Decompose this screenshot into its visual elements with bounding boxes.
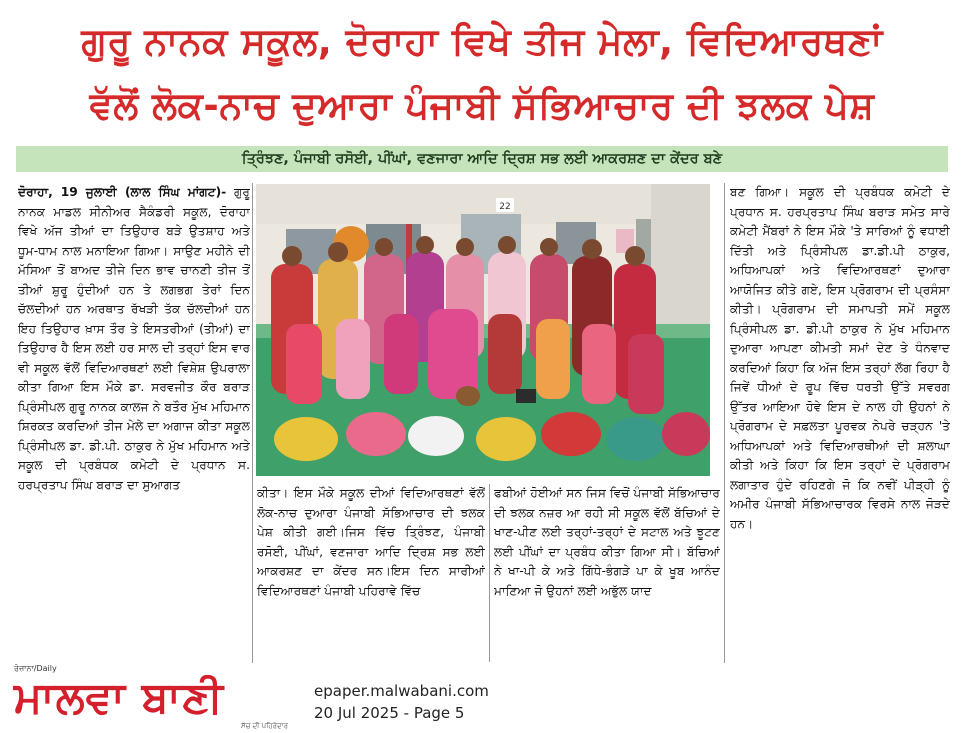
edition-info xyxy=(314,680,489,724)
article-column-4: ਬਣ ਗਿਆ। ਸਕੂਲ ਦੀ ਪ੍ਰਬੰਧਕ ਕਮੇਟੀ ਦੇ ਪ੍ਰਧਾਨ ਸ. ਹਰਪ੍ਰਤਾਪ ਸਿੰਘ ਬਰਾੜ ਸਮੇਤ ਸਾਰੇ ਕਮੇਟੀ ਮੈਂਬਰਾਂ ਨੇ ਇਸ ਮੌਕੇ 'ਤੇ ਸਾਰਿਆਂ ਨੂੰ ਵਧਾਈ ਦਿੱਤੀ ਅਤੇ ਪ੍ਰਿੰਸੀਪਲ ਡਾ.ਡੀ.ਪੀ ਠਾਕੁਰ, ਅਧਿਆਪਕਾਂ ਅਤੇ ਵਿਦਿਆਰਥਣਾਂ ਦੁਆਰਾ ਆਯੋਜਿਤ ਕੀਤੇ ਗਏ, ਇਸ ਪ੍ਰੋਗਰਾਮ ਦੀ ਪ੍ਰਸੰਸਾ ਕੀਤੀ। ਪ੍ਰੋਗਰਾਮ ਦੀ ਸਮਾਪਤੀ ਸਮੇਂ ਸਕੂਲ ਪ੍ਰਿੰਸੀਪਲ ਡਾ. ਡੀ.ਪੀ ਠਾਕੁਰ ਨੇ ਮੁੱਖ ਮਹਿਮਾਨ ਦੁਆਰਾ ਆਪਣਾ ਕੀਮਤੀ ਸਮਾਂ ਦੇਣ ਤੇ ਧੰਨਵਾਦ ਕਰਦਿਆਂ ਕਿਹਾ ਕਿ ਅੱਜ ਇਸ ਤਰ੍ਹਾਂ ਲੱਗ ਰਿਹਾ ਹੈ ਜਿਵੇਂ ਧੀਆਂ ਦੇ ਰੂਪ ਵਿੱਚ ਧਰਤੀ ਉੱਤੇ ਸਵਰਗ ਉੱਤਰ ਆਇਆ ਹੋਵੇ ਇਸ ਦੇ ਨਾਲ ਹੀ ਉਹਨਾਂ ਨੇ ਪ੍ਰੋਗਰਾਮ ਦੇ ਸਫ਼ਲਤਾ ਪੂਰਵਕ ਨੇਪਰੇ ਚੜ੍ਹਨ 'ਤੇ ਅਧਿਆਪਕਾਂ ਅਤੇ ਵਿਦਿਆਰਥੀਆਂ ਦੀ ਸ਼ਲਾਘਾ ਕੀਤੀ ਅਤੇ ਕਿਹਾ ਕਿ ਇਸ ਤਰ੍ਹਾਂ ਦੇ ਪ੍ਰੋਗਰਾਮ ਲਗਾਤਾਰ ਹੁੰਦੇ ਰਹਿਣਗੇ ਜੋ ਕਿ ਨਵੀਂ ਪੀੜ੍ਹੀ ਨੂੰ ਅਮੀਰ ਪੰਜਾਬੀ ਸੱਭਿਆਚਾਰਕ ਵਿਰਸੇ ਨਾਲ ਜੋੜਦੇ ਹਨ। xyxy=(730,185,950,531)
logo-daily-label: ਰੋਜ਼ਾਨਾ/Daily xyxy=(14,664,57,673)
column-divider xyxy=(489,484,490,662)
logo-name: ਮਾਲਵਾ ਬਾਣੀ xyxy=(14,673,224,723)
column-divider xyxy=(252,183,253,663)
newspaper-logo xyxy=(14,664,294,730)
article-column-2: ਕੀਤਾ। ਇਸ ਮੌਕੇ ਸਕੂਲ ਦੀਆਂ ਵਿਦਿਆਰਥਣਾਂ ਵੱਲੋਂ ਲੋਕ-ਨਾਚ ਦੁਆਰਾ ਪੰਜਾਬੀ ਸੱਭਿਆਚਾਰ ਦੀ ਝਲਕ ਪੇਸ਼ ਕੀਤੀ ਗਈ।ਜਿਸ ਵਿੱਚ ਤ੍ਰਿੰਝਣ, ਪੰਜਾਬੀ ਰਸੋਈ, ਪੀਂਘਾਂ, ਵਣਜਾਰਾ ਆਦਿ ਦ੍ਰਿਸ਼ ਸਭ ਲਈ ਆਕਰਸ਼ਣ ਦਾ ਕੇਂਦਰ ਸਨ।ਇਸ ਦਿਨ ਸਾਰੀਆਂ ਵਿਦਿਆਰਥਣਾਂ ਪੰਜਾਬੀ ਪਹਿਰਾਵੇ ਵਿੱਚ xyxy=(257,486,485,598)
article-photo xyxy=(256,184,710,476)
column-1-text: ਗੁਰੂ ਨਾਨਕ ਮਾਡਲ ਸੀਨੀਅਰ ਸੈਕੰਡਰੀ ਸਕੂਲ, ਦੋਰਾਹਾ ਵਿਖੇ ਅੱਜ ਤੀਆਂ ਦਾ ਤਿਉਹਾਰ ਬੜੇ ਉਤਸ਼ਾਹ ਅਤੇ ਧੂਮ-ਧਾਮ ਨਾਲ ਮਨਾਇਆ ਗਿਆ। ਸਾਉਣ ਮਹੀਨੇ ਦੀ ਮੱਸਿਆ ਤੋਂ ਬਾਅਦ ਤੀਜੇ ਦਿਨ ਭਾਵ ਚਾਨਣੀ ਤੀਜ ਤੋਂ ਤੀਆਂ ਸ਼ੁਰੂ ਹੁੰਦੀਆਂ ਹਨ ਤੇ ਲਗਭਗ ਤੇਰਾਂ ਦਿਨ ਚੱਲਦੀਆਂ ਹਨ ਅਰਥਾਤ ਰੱਖੜੀ ਤੱਕ ਚੱਲਦੀਆਂ ਹਨ ਇਹ ਤਿਉਹਾਰ ਖ਼ਾਸ ਤੌਰ ਤੇ ਇਸਤਰੀਆਂ (ਤੀਆਂ) ਦਾ ਤਿਉਹਾਰ ਹੈ ਇਸ ਲਈ ਹਰ ਸਾਲ ਦੀ ਤਰ੍ਹਾਂ ਇਸ ਵਾਰ ਵੀ ਸਕੂਲ ਵੱਲੋਂ ਵਿਦਿਆਰਥਣਾਂ ਲਈ ਵਿਸ਼ੇਸ਼ ਉਪਰਾਲਾ ਕੀਤਾ ਗਿਆ ਇਸ ਮੌਕੇ ਡਾ. ਸਰਵਜੀਤ ਕੌਰ ਬਰਾੜ ਪ੍ਰਿੰਸੀਪਲ ਗੁਰੂ ਨਾਨਕ ਕਾਲਜ ਨੇ ਬਤੌਰ ਮੁੱਖ ਮਹਿਮਾਨ ਸ਼ਿਰਕਤ ਕਰਦਿਆਂ ਤੀਜ ਮੇਲੇ ਦਾ ਅਗਾਜ ਕੀਤਾ ਸਕੂਲ ਪ੍ਰਿੰਸੀਪਲ ਡਾ. ਡੀ.ਪੀ. ਠਾਕੁਰ ਨੇ ਮੁੱਖ ਮਹਿਮਾਨ ਅਤੇ ਸਕੂਲ ਦੀ ਪ੍ਰਬੰਧਕ ਕਮੇਟੀ ਦੇ ਪ੍ਰਧਾਨ ਸ. ਹਰਪ੍ਰਤਾਪ ਸਿੰਘ ਬਰਾੜ ਦਾ ਸੁਆਗਤ xyxy=(18,185,250,492)
article-column-1 xyxy=(18,183,250,665)
headline-line-1: ਗੁਰੂ ਨਾਨਕ ਸਕੂਲ, ਦੋਰਾਹਾ ਵਿਖੇ ਤੀਜ ਮੇਲਾ, ਵਿਦਿਆਰਥਣਾਂ xyxy=(81,20,883,63)
dateline: ਦੋਰਾਹਾ, 19 ਜੁਲਾਈ (ਲਾਲ ਸਿੰਘ ਮਾਂਗਟ)- xyxy=(18,185,227,199)
logo-tagline: ਸੱਚ ਦੀ ਪਹਿਰੇਦਾਰ xyxy=(241,722,288,730)
room-number-sign: 22 xyxy=(499,202,511,212)
article-column-3: ਫਬੀਆਂ ਹੋਈਆਂ ਸਨ ਜਿਸ ਵਿਚੋਂ ਪੰਜਾਬੀ ਸੱਭਿਆਚਾਰ ਦੀ ਝਲਕ ਨਜ਼ਰ ਆ ਰਹੀ ਸੀ ਸਕੂਲ ਵੱਲੋਂ ਬੱਚਿਆਂ ਦੇ ਖਾਣ-ਪੀਣ ਲਈ ਤਰ੍ਹਾਂ-ਤਰ੍ਹਾਂ ਦੇ ਸਟਾਲ ਅਤੇ ਝੂਟਣ ਲਈ ਪੀਂਘਾਂ ਦਾ ਪ੍ਰਬੰਧ ਕੀਤਾ ਗਿਆ ਸੀ। ਬੱਚਿਆਂ ਨੇ ਖਾ-ਪੀ ਕੇ ਅਤੇ ਗਿੱਧੇ-ਭੰਗੜੇ ਪਾ ਕੇ ਖੂਬ ਆਨੰਦ ਮਾਣਿਆ ਜੋ ਉਹਨਾਂ ਲਈ ਅਭੁੱਲ ਯਾਦ xyxy=(494,486,720,598)
subheadline-bar: ਤ੍ਰਿੰਝਣ, ਪੰਜਾਬੀ ਰਸੋਈ, ਪੀਂਘਾਂ, ਵਣਜਾਰਾ ਆਦਿ ਦ੍ਰਿਸ਼ ਸਭ ਲਈ ਆਕਰਸ਼ਣ ਦਾ ਕੇਂਦਰ ਬਣੇ xyxy=(16,146,948,172)
column-divider xyxy=(724,183,725,663)
headline-line-2: ਵੱਲੋਂ ਲੋਕ-ਨਾਚ ਦੁਆਰਾ ਪੰਜਾਬੀ ਸੱਭਿਆਚਾਰ ਦੀ ਝਲਕ ਪੇਸ਼ xyxy=(89,84,875,127)
epaper-site[interactable]: epaper.malwabani.com xyxy=(314,682,489,700)
date-page: 20 Jul 2025 - Page 5 xyxy=(314,704,465,722)
group-photo-illustration xyxy=(256,184,710,476)
